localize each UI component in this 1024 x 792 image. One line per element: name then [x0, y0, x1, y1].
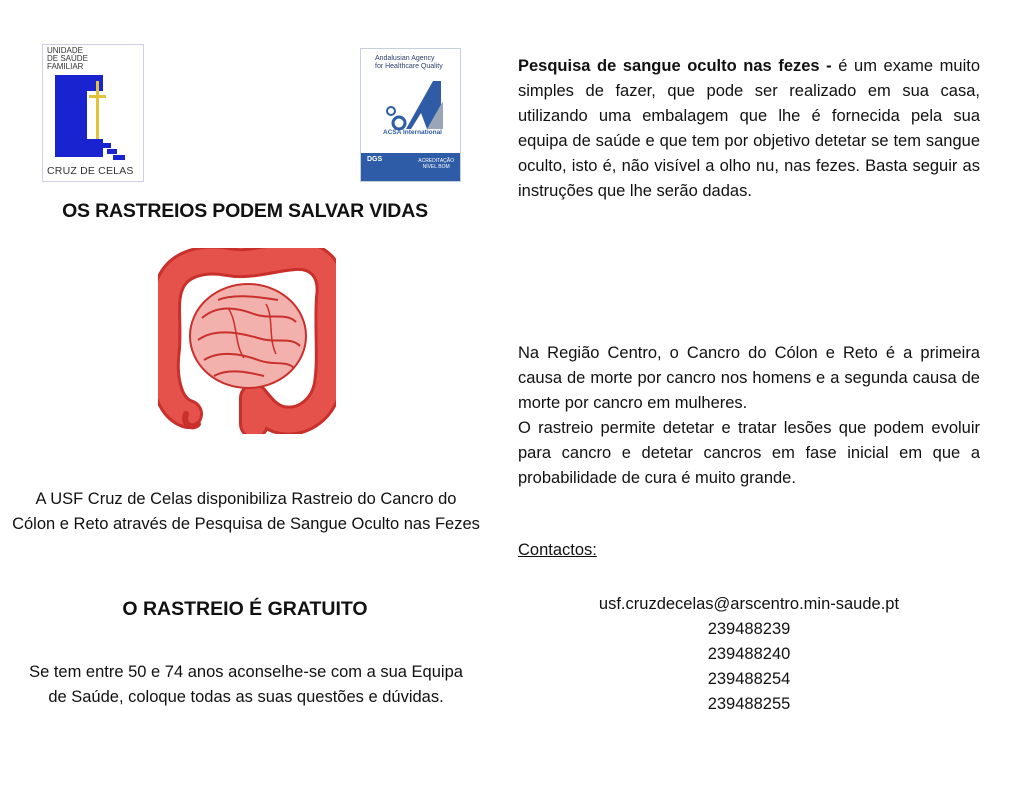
dgs-label: DGS: [367, 156, 383, 163]
contact-phone[interactable]: 239488254: [707, 670, 791, 688]
contact-phone[interactable]: 239488255: [707, 695, 791, 713]
contacts-list: [518, 592, 980, 717]
test-description: [518, 54, 980, 204]
cross-icon: [96, 81, 99, 139]
usf-logo-text-top: UNIDADE DE SAÚDE FAMILIAR: [47, 46, 88, 71]
contact-email[interactable]: usf.cruzdecelas@arscentro.min-saude.pt: [598, 595, 900, 613]
statistics-paragraph: [518, 341, 980, 491]
logo-step: [107, 149, 117, 154]
test-description-title: Pesquisa de sangue oculto nas fezes -: [518, 57, 832, 75]
free-screening-heading: O RASTREIO É GRATUITO: [122, 598, 368, 620]
headline: OS RASTREIOS PODEM SALVAR VIDAS: [62, 200, 428, 222]
acsa-header: Andalusian Agency for Healthcare Quality: [375, 55, 443, 70]
acsa-band: [361, 153, 460, 181]
usf-logo-text-bottom: CRUZ DE CELAS: [47, 165, 134, 177]
acsa-label: ACSA International: [383, 129, 442, 136]
logo-step: [113, 155, 125, 160]
contact-phone[interactable]: 239488240: [707, 645, 791, 663]
intro-text: A USF Cruz de Celas disponibiliza Rastreio do Cancro do Cólon e Reto através de Pesquisa de Sangue Oculto nas Fezes: [12, 490, 480, 533]
acsa-accreditation-logo: [360, 48, 461, 182]
contacts-heading: Contactos:: [518, 541, 597, 559]
accreditation-level: ACREDITAÇÃO NÍVEL BOM: [418, 158, 454, 170]
usf-logo: [42, 44, 144, 182]
test-description-body: é um exame muito simples de fazer, que pode ser realizado em sua casa, utilizando uma embalagem que lhe é fornecida pela sua equipa de saúde e que tem por objetivo detetar se tem sangue oculto, isto é, não visível a olho nu, nas fezes. Basta seguir as instruções que lhe serão dadas.: [518, 57, 980, 200]
statistics-line: Na Região Centro, o Cancro do Cólon e Reto é a primeira causa de morte por cancro nos homens e a segunda causa de morte por cancro em mulheres.: [518, 344, 980, 412]
cross-bar: [89, 95, 106, 98]
logo-notch: [87, 91, 103, 139]
logo-step: [101, 143, 111, 148]
acsa-emblem-icon: [361, 71, 460, 151]
intestine-icon: [158, 248, 336, 434]
screening-benefit-line: O rastreio permite detetar e tratar lesões que podem evoluir para cancro e detetar cancros em fase inicial em que a probabilidade de cura é muito grande.: [518, 419, 980, 487]
contact-phone[interactable]: 239488239: [707, 620, 791, 638]
advice-text: Se tem entre 50 e 74 anos aconselhe-se com a sua Equipa de Saúde, coloque todas as suas questões e dúvidas.: [29, 663, 463, 706]
